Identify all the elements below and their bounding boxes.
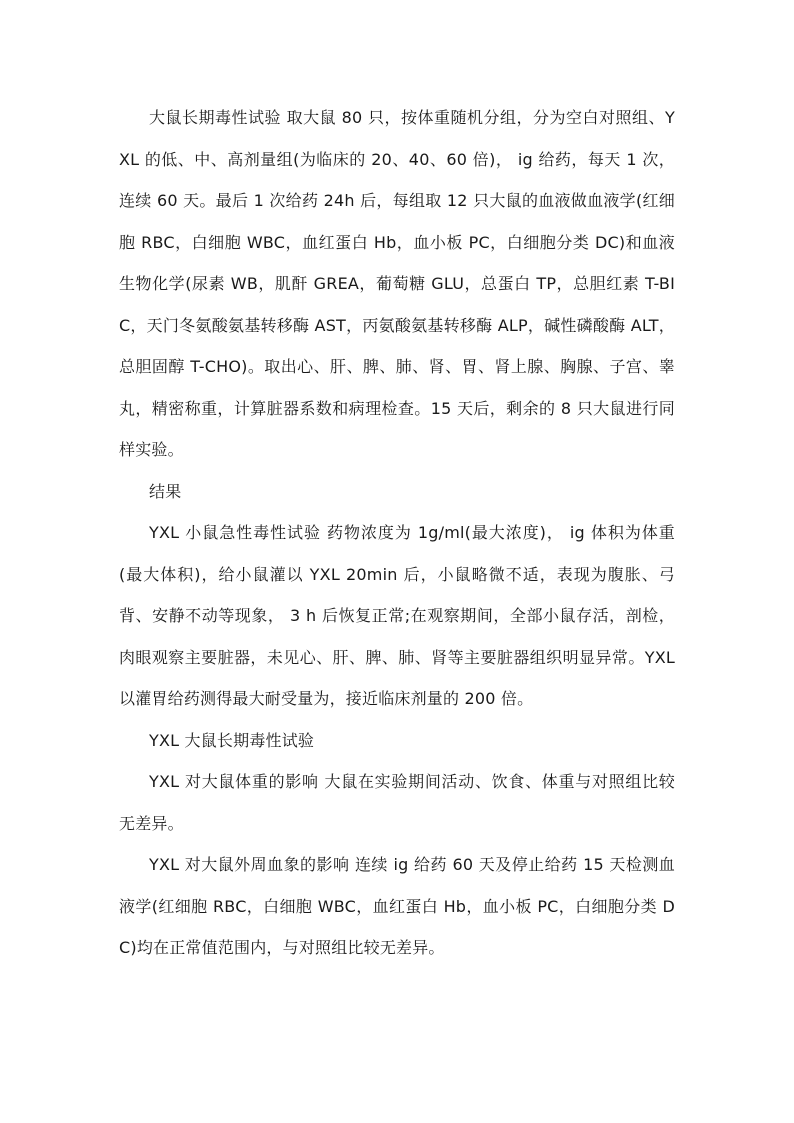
paragraph-body-weight-effect: YXL 对大鼠体重的影响 大鼠在实验期间活动、饮食、体重与对照组比较无差异。 — [119, 772, 675, 833]
heading-rat-long-term-toxicity: YXL 大鼠长期毒性试验 — [149, 730, 315, 750]
heading-results: 结果 — [149, 481, 182, 501]
paragraph-acute-toxicity-mice: YXL 小鼠急性毒性试验 药物浓度为 1g/ml(最大浓度)， ig 体积为体重(最大体积)，给小鼠灌以 YXL 20min 后，小鼠略微不适，表现为腹胀、弓背、安静不动等现象， 3 h 后恢复正常;在观察期间，全部小鼠存活，剖检，肉眼观察主要脏器，未见心、肝、脾、肺、肾等主要脏器组织明显异常。YXL 以灌胃给药测得最大耐受量为，接近临床剂量的 200 倍。 — [119, 523, 675, 708]
paragraph-long-term-toxicity-method: 大鼠长期毒性试验 取大鼠 80 只，按体重随机分组，分为空白对照组、YXL 的低、中、高剂量组(为临床的 20、40、60 倍)， ig 给药，每天 1 次，连续 60 天。最后 1 次给药 24h 后，每组取 12 只大鼠的血液做血液学(红细胞 RBC，白细胞 WBC，血红蛋白 Hb，血小板 PC，白细胞分类 DC)和血液生物化学(尿素 WB，肌酐 GREA，葡萄糖 GLU，总蛋白 TP，总胆红素 T-BIC，天门冬氨酸氨基转移酶 AST，丙氨酸氨基转移酶 ALP，碱性磷酸酶 ALT，总胆固醇 T-CHO)。取出心、肝、脾、肺、肾、胃、肾上腺、胸腺、子宫、睾丸，精密称重，计算脏器系数和病理检查。15 天后，剩余的 8 只大鼠进行同样实验。 — [119, 108, 675, 459]
document-body — [119, 97, 675, 969]
paragraph-peripheral-blood-effect: YXL 对大鼠外周血象的影响 连续 ig 给药 60 天及停止给药 15 天检测血液学(红细胞 RBC，白细胞 WBC，血红蛋白 Hb，血小板 PC，白细胞分类 DC)均在正常值范围内，与对照组比较无差异。 — [119, 855, 675, 957]
